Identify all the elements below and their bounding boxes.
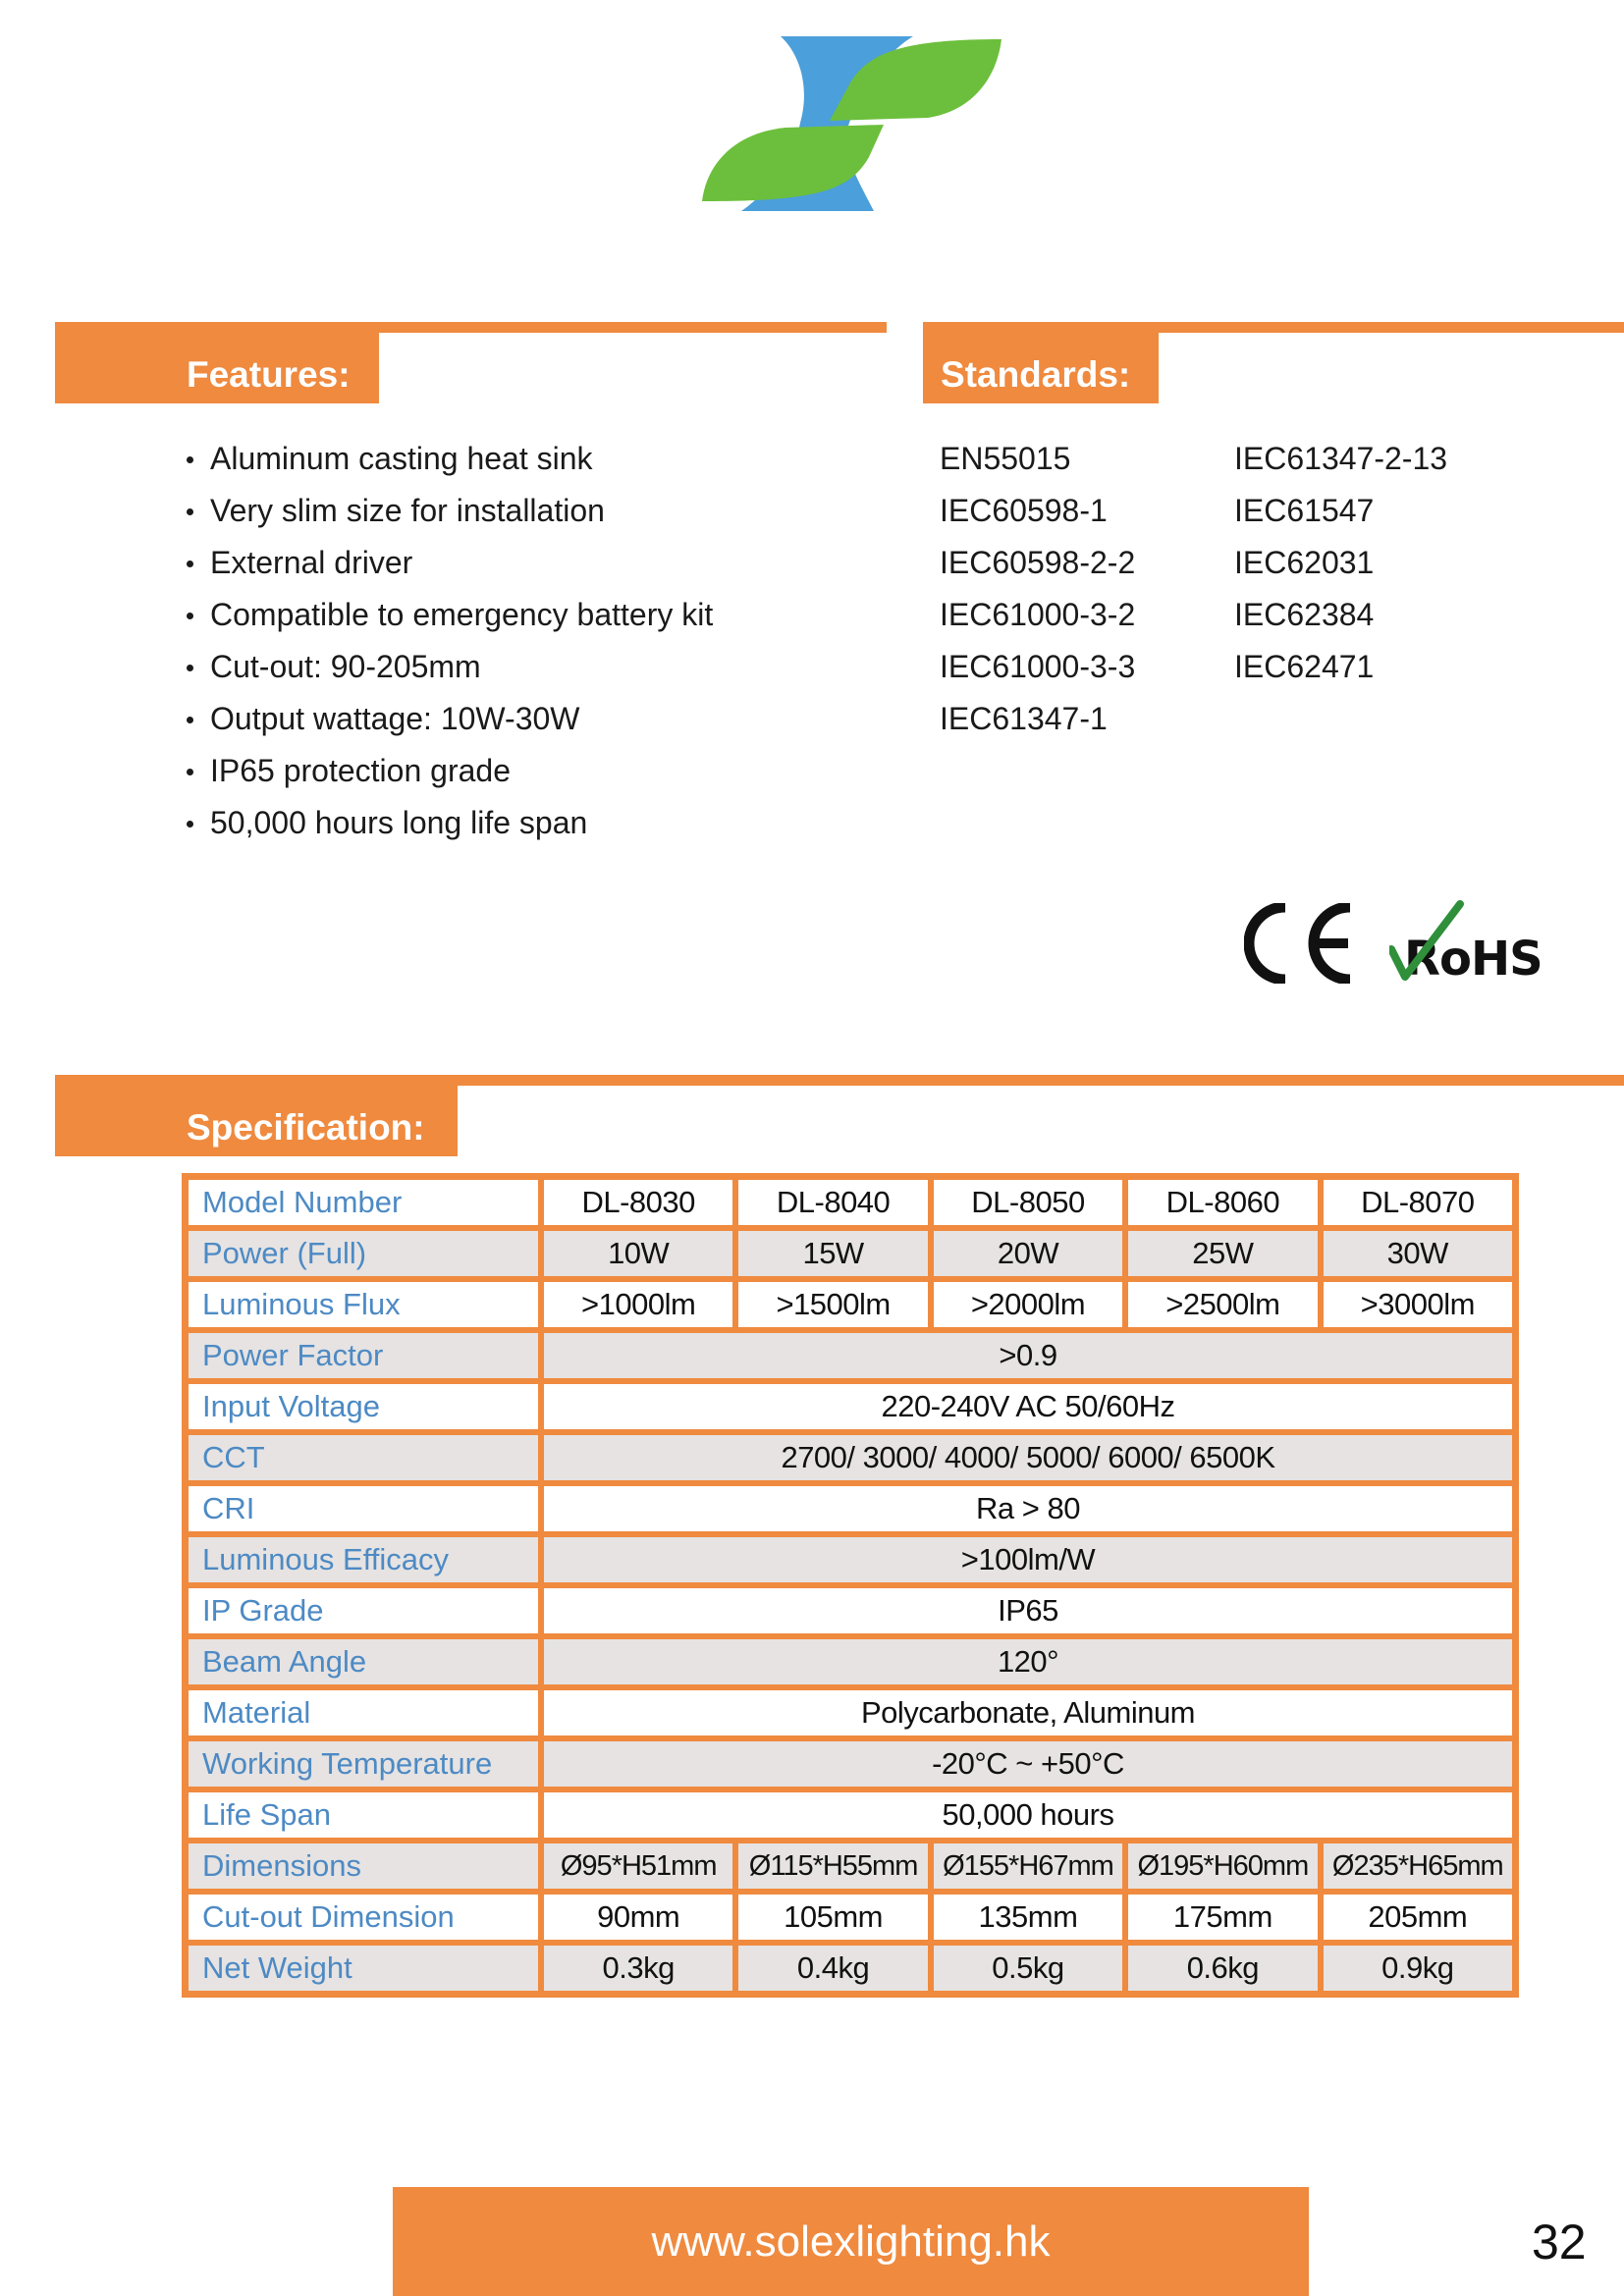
value-cell: >2500lm bbox=[1125, 1279, 1320, 1330]
value-cell: 0.3kg bbox=[541, 1943, 735, 1994]
table-row bbox=[186, 1687, 1515, 1738]
feature-item bbox=[182, 591, 713, 643]
table-row bbox=[186, 1330, 1515, 1381]
bullet-icon bbox=[187, 821, 193, 828]
value-cell: 0.9kg bbox=[1321, 1943, 1515, 1994]
value-cell: >3000lm bbox=[1321, 1279, 1515, 1330]
specification-table bbox=[182, 1173, 1519, 1998]
row-label: Luminous Flux bbox=[186, 1279, 541, 1330]
bullet-icon bbox=[187, 561, 193, 567]
value-cell: Ø115*H55mm bbox=[735, 1841, 930, 1892]
features-heading: Features: bbox=[55, 331, 379, 403]
table-row bbox=[186, 1636, 1515, 1687]
value-cell: 10W bbox=[541, 1228, 735, 1279]
model-cell: DL-8030 bbox=[541, 1177, 735, 1228]
standard-item: IEC61000-3-2 bbox=[940, 597, 1136, 632]
value-cell: 205mm bbox=[1321, 1892, 1515, 1943]
table-row bbox=[186, 1943, 1515, 1994]
value-cell: 0.6kg bbox=[1125, 1943, 1320, 1994]
table-row bbox=[186, 1177, 1515, 1228]
row-label: Beam Angle bbox=[186, 1636, 541, 1687]
features-list bbox=[182, 435, 713, 851]
row-label: IP Grade bbox=[186, 1585, 541, 1636]
feature-text: Cut-out: 90-205mm bbox=[210, 649, 481, 684]
feature-item bbox=[182, 799, 713, 851]
page-number: 32 bbox=[1532, 2215, 1587, 2269]
bullet-icon bbox=[187, 665, 193, 671]
model-cell: DL-8050 bbox=[931, 1177, 1125, 1228]
standards-column-2 bbox=[1234, 435, 1447, 695]
feature-text: Aluminum casting heat sink bbox=[210, 441, 593, 476]
standard-item: IEC61347-2-13 bbox=[1234, 441, 1448, 476]
row-label: CRI bbox=[186, 1483, 541, 1534]
feature-text: IP65 protection grade bbox=[210, 753, 511, 788]
value-cell: 30W bbox=[1321, 1228, 1515, 1279]
bullet-icon bbox=[187, 769, 193, 775]
value-cell: IP65 bbox=[541, 1585, 1515, 1636]
row-label: Working Temperature bbox=[186, 1738, 541, 1789]
table-row bbox=[186, 1228, 1515, 1279]
feature-text: External driver bbox=[210, 545, 413, 580]
table-row bbox=[186, 1841, 1515, 1892]
feature-text: Compatible to emergency battery kit bbox=[210, 597, 714, 632]
table-row bbox=[186, 1483, 1515, 1534]
value-cell: >1500lm bbox=[735, 1279, 930, 1330]
value-cell: Ø235*H65mm bbox=[1321, 1841, 1515, 1892]
feature-item bbox=[182, 539, 713, 591]
table-row bbox=[186, 1892, 1515, 1943]
company-logo bbox=[702, 34, 1001, 213]
bullet-icon bbox=[187, 456, 193, 463]
standards-heading: Standards: bbox=[923, 331, 1159, 403]
standard-item: IEC62384 bbox=[1234, 597, 1375, 632]
feature-text: Very slim size for installation bbox=[210, 493, 605, 528]
feature-text: Output wattage: 10W-30W bbox=[210, 701, 580, 736]
value-cell: Polycarbonate, Aluminum bbox=[541, 1687, 1515, 1738]
feature-item bbox=[182, 435, 713, 487]
standard-item: IEC62471 bbox=[1234, 649, 1375, 684]
model-cell: DL-8070 bbox=[1321, 1177, 1515, 1228]
row-label: Net Weight bbox=[186, 1943, 541, 1994]
svg-text:RoHS: RoHS bbox=[1404, 932, 1543, 985]
feature-item bbox=[182, 643, 713, 695]
standard-item: IEC61347-1 bbox=[940, 701, 1108, 736]
row-label: Dimensions bbox=[186, 1841, 541, 1892]
standard-item: IEC61547 bbox=[1234, 493, 1375, 528]
value-cell: 2700/ 3000/ 4000/ 5000/ 6000/ 6500K bbox=[541, 1432, 1515, 1483]
value-cell: 0.5kg bbox=[931, 1943, 1125, 1994]
value-cell: 135mm bbox=[931, 1892, 1125, 1943]
value-cell: >0.9 bbox=[541, 1330, 1515, 1381]
table-row bbox=[186, 1279, 1515, 1330]
feature-item bbox=[182, 487, 713, 539]
feature-item bbox=[182, 695, 713, 747]
bullet-icon bbox=[187, 717, 193, 723]
value-cell: 15W bbox=[735, 1228, 930, 1279]
row-label: Luminous Efficacy bbox=[186, 1534, 541, 1585]
row-label: Material bbox=[186, 1687, 541, 1738]
table-row bbox=[186, 1432, 1515, 1483]
table-row bbox=[186, 1585, 1515, 1636]
standard-item: IEC62031 bbox=[1234, 545, 1375, 580]
table-row bbox=[186, 1789, 1515, 1841]
rohs-mark-icon bbox=[1389, 898, 1556, 985]
value-cell: 120° bbox=[541, 1636, 1515, 1687]
value-cell: -20°C ~ +50°C bbox=[541, 1738, 1515, 1789]
table-row bbox=[186, 1381, 1515, 1432]
bullet-icon bbox=[187, 613, 193, 619]
row-label: Model Number bbox=[186, 1177, 541, 1228]
feature-text: 50,000 hours long life span bbox=[210, 805, 588, 840]
value-cell: 175mm bbox=[1125, 1892, 1320, 1943]
value-cell: >2000lm bbox=[931, 1279, 1125, 1330]
value-cell: 90mm bbox=[541, 1892, 735, 1943]
value-cell: >100lm/W bbox=[541, 1534, 1515, 1585]
standard-item: IEC61000-3-3 bbox=[940, 649, 1136, 684]
bullet-icon bbox=[187, 508, 193, 515]
row-label: Power Factor bbox=[186, 1330, 541, 1381]
value-cell: >1000lm bbox=[541, 1279, 735, 1330]
standard-item: EN55015 bbox=[940, 441, 1071, 476]
value-cell: 0.4kg bbox=[735, 1943, 930, 1994]
row-label: Power (Full) bbox=[186, 1228, 541, 1279]
row-label: Life Span bbox=[186, 1789, 541, 1841]
table-row bbox=[186, 1534, 1515, 1585]
specification-heading: Specification: bbox=[55, 1084, 458, 1156]
value-cell: Ra > 80 bbox=[541, 1483, 1515, 1534]
value-cell: Ø155*H67mm bbox=[931, 1841, 1125, 1892]
standards-column-1 bbox=[940, 435, 1135, 747]
footer-website[interactable]: www.solexlighting.hk bbox=[393, 2187, 1309, 2296]
row-label: Input Voltage bbox=[186, 1381, 541, 1432]
ce-mark-icon bbox=[1244, 903, 1357, 984]
standard-item: IEC60598-1 bbox=[940, 493, 1108, 528]
model-cell: DL-8060 bbox=[1125, 1177, 1320, 1228]
feature-item bbox=[182, 747, 713, 799]
row-label: CCT bbox=[186, 1432, 541, 1483]
value-cell: 20W bbox=[931, 1228, 1125, 1279]
value-cell: Ø95*H51mm bbox=[541, 1841, 735, 1892]
value-cell: Ø195*H60mm bbox=[1125, 1841, 1320, 1892]
table-row bbox=[186, 1738, 1515, 1789]
standard-item: IEC60598-2-2 bbox=[940, 545, 1136, 580]
value-cell: 105mm bbox=[735, 1892, 930, 1943]
value-cell: 220-240V AC 50/60Hz bbox=[541, 1381, 1515, 1432]
value-cell: 50,000 hours bbox=[541, 1789, 1515, 1841]
row-label: Cut-out Dimension bbox=[186, 1892, 541, 1943]
value-cell: 25W bbox=[1125, 1228, 1320, 1279]
model-cell: DL-8040 bbox=[735, 1177, 930, 1228]
